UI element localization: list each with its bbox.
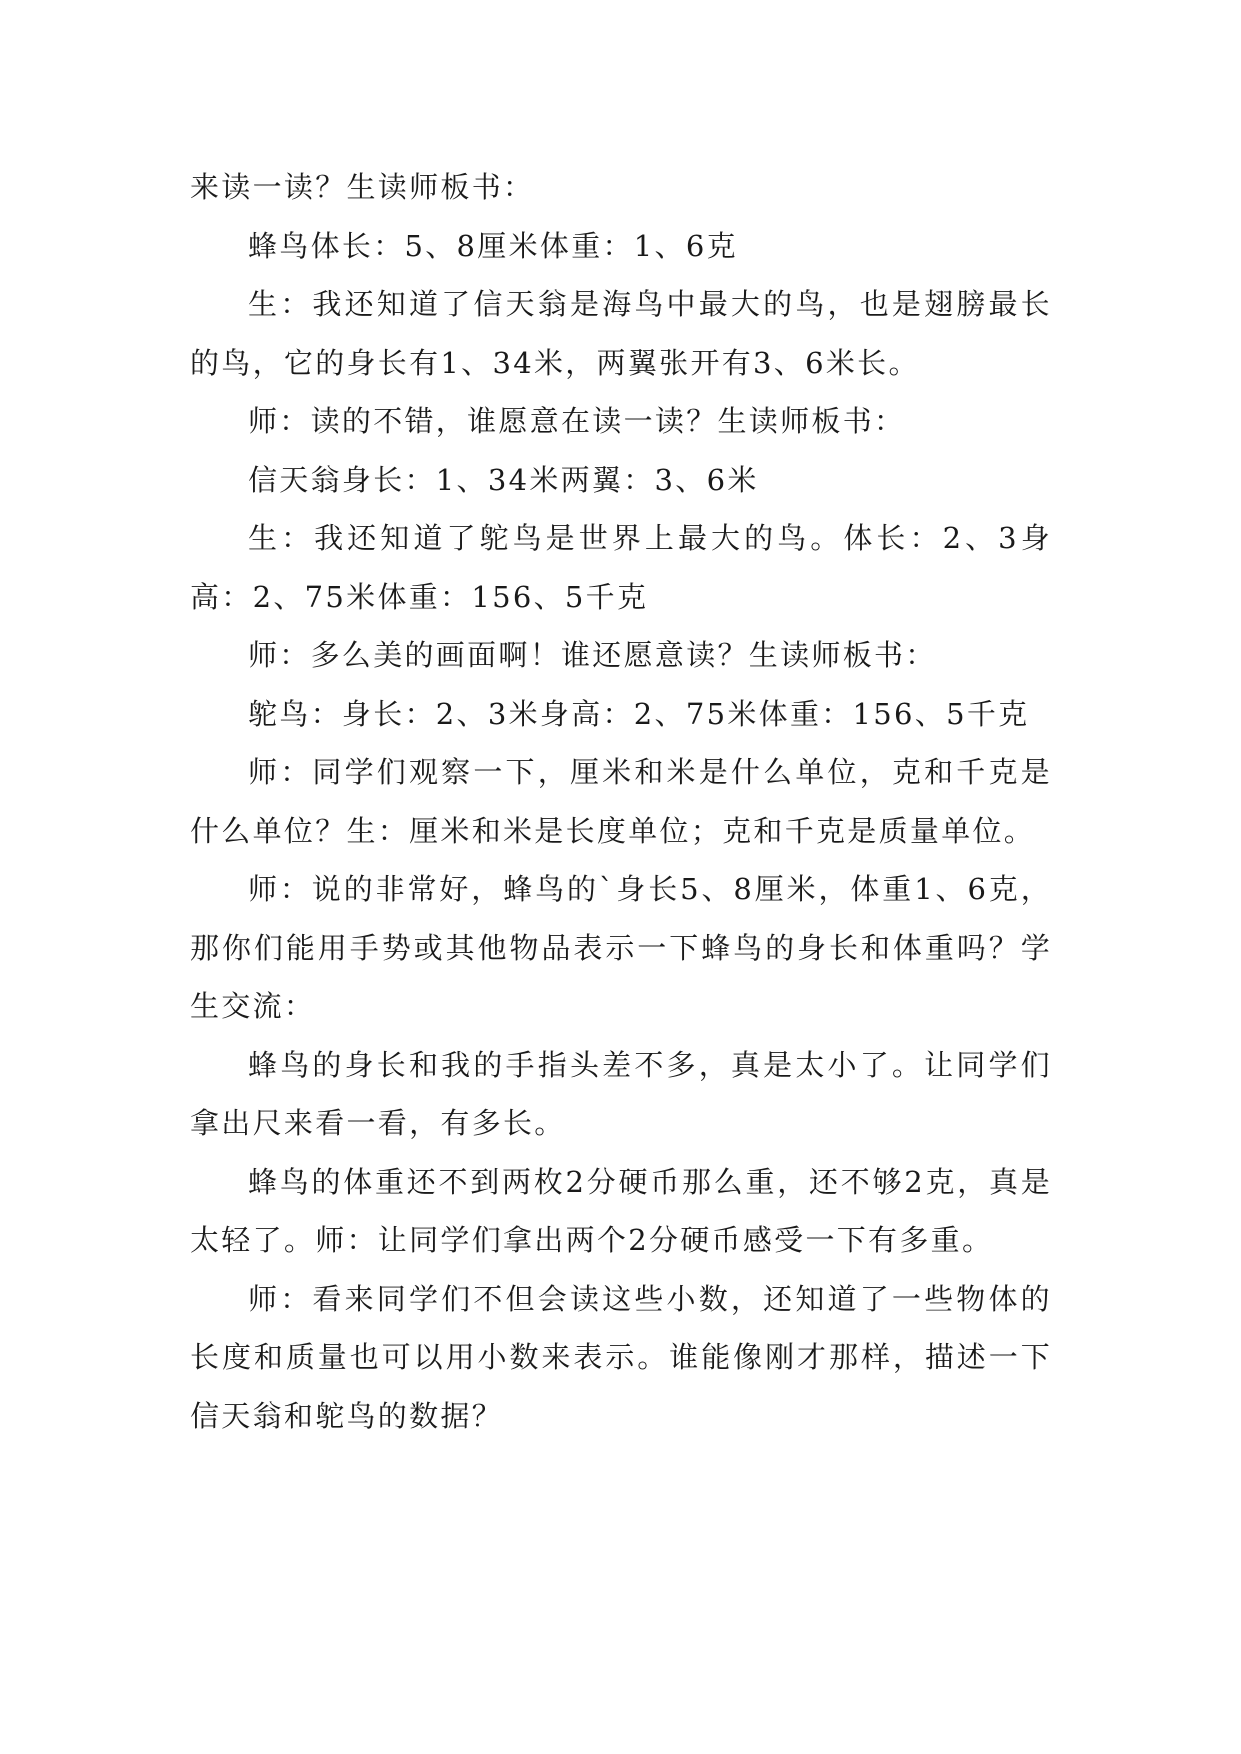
paragraph-teacher-units: 师：同学们观察一下，厘米和米是什么单位，克和千克是什么单位？生：厘米和米是长度单位；克和千克是质量单位。 [190, 755, 1052, 848]
paragraph-student-ostrich: 生：我还知道了鸵鸟是世界上最大的鸟。体长：2、3身高：2、75米体重：156、5千克 [190, 521, 1052, 614]
paragraph-teacher-beautiful: 师：多么美的画面啊！谁还愿意读？生读师板书： [248, 638, 937, 672]
paragraph-teacher-read-again: 师：读的不错，谁愿意在读一读？生读师板书： [248, 404, 906, 438]
paragraph-continuation: 来读一读？生读师板书： [190, 170, 535, 204]
paragraph-hummingbird-board: 蜂鸟体长：5、8厘米体重：1、6克 [248, 228, 738, 263]
document-body [190, 158, 1052, 1445]
paragraph-teacher-gesture: 师：说的非常好，蜂鸟的`身长5、8厘米，体重1、6克，那你们能用手势或其他物品表示一下蜂鸟的身长和体重吗？学生交流： [190, 872, 1052, 1023]
paragraph-albatross-board: 信天翁身长：1、34米两翼：3、6米 [248, 462, 759, 497]
paragraph-hummingbird-length: 蜂鸟的身长和我的手指头差不多，真是太小了。让同学们拿出尺来看一看，有多长。 [190, 1047, 1052, 1140]
paragraph-student-albatross: 生：我还知道了信天翁是海鸟中最大的鸟，也是翅膀最长的鸟，它的身长有1、34米，两翼张开有3、6米长。 [190, 287, 1052, 380]
paragraph-hummingbird-weight: 蜂鸟的体重还不到两枚2分硬币那么重，还不够2克，真是太轻了。师：让同学们拿出两个2分硬币感受一下有多重。 [190, 1164, 1052, 1257]
paragraph-teacher-summary: 师：看来同学们不但会读这些小数，还知道了一些物体的长度和质量也可以用小数来表示。谁能像刚才那样，描述一下信天翁和鸵鸟的数据？ [190, 1281, 1052, 1433]
paragraph-ostrich-board: 鸵鸟：身长：2、3米身高：2、75米体重：156、5千克 [248, 696, 1030, 731]
